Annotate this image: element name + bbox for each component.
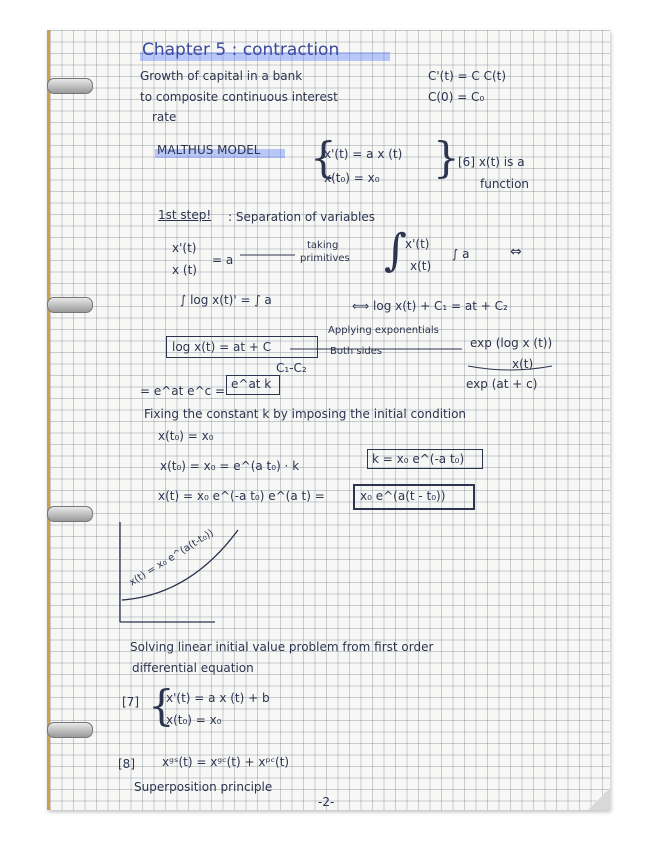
intro-line: rate — [152, 110, 177, 124]
applying-note: Applying exponentials — [328, 325, 439, 336]
solving-line: differential equation — [132, 661, 254, 675]
curve-label: x(t) = x₀ e^(a(t-t₀)) — [127, 527, 216, 589]
superposition-equation: xᵍˢ(t) = xᵍᶜ(t) + xᵖᶜ(t) — [162, 755, 290, 769]
exp-box-text: e^at k — [231, 377, 272, 391]
taking-note: taking — [307, 240, 339, 251]
exp-result: exp (at + c) — [466, 377, 538, 391]
log-box-text: log x(t) = at + C — [172, 340, 272, 354]
integral-rhs: ∫ a — [452, 247, 470, 261]
initial-condition: x(t₀) = x₀ — [158, 429, 214, 443]
page-number: -2- — [318, 795, 335, 809]
fraction-numerator: x'(t) — [172, 241, 197, 255]
constant-label: C₁-C₂ — [276, 361, 307, 375]
malthus-note: [6] x(t) is a — [458, 155, 525, 169]
chapter-title: Chapter 5 : contraction — [142, 40, 340, 60]
capital-initial: C(0) = C₀ — [428, 90, 485, 104]
underbrace — [468, 366, 552, 370]
growth-curve — [122, 527, 238, 600]
log-integral: ∫ log x(t)' = ∫ a — [180, 293, 272, 307]
taking-note: primitives — [300, 253, 350, 264]
eq7-brace: { — [148, 681, 175, 730]
equation-tag: [7] — [122, 695, 139, 709]
eq7-equation: x'(t) = a x (t) + b — [166, 691, 270, 705]
step-heading: 1st step! — [158, 208, 212, 222]
eq7-initial: x(t₀) = x₀ — [166, 713, 222, 727]
fixing-line: Fixing the constant k by imposing the initial condition — [144, 407, 467, 421]
exp-product: = e^at e^c = — [140, 384, 226, 398]
capital-equation: C'(t) = C C(t) — [428, 69, 507, 83]
solution-box-text: x₀ e^(a(t - t₀)) — [360, 489, 446, 503]
exp-result: exp (log x (t)) — [470, 336, 553, 350]
malthus-note: function — [480, 177, 530, 191]
fraction-denominator: x (t) — [172, 263, 197, 277]
intro-line: to composite continuous interest — [140, 90, 338, 104]
solution-equation: x(t) = x₀ e^(-a t₀) e^(a t) = — [158, 489, 325, 503]
malthus-initial: x(t₀) = x₀ — [324, 171, 380, 185]
equation-tag: [8] — [118, 757, 135, 771]
log-result: ⟺ log x(t) + C₁ = at + C₂ — [352, 299, 508, 313]
solving-line: Solving linear initial value problem from first order — [130, 640, 434, 654]
k-box-text: k = x₀ e^(-a t₀) — [372, 452, 465, 466]
integral-denominator: x(t) — [410, 259, 432, 273]
malthus-label: MALTHUS MODEL — [157, 143, 261, 157]
applying-note: Both sides — [330, 346, 383, 357]
malthus-brace: { — [310, 133, 337, 182]
iff-arrow-icon: ⇔ — [510, 244, 522, 260]
intro-line: Growth of capital in a bank — [140, 69, 303, 83]
integral-sign: ∫ — [384, 225, 407, 276]
integral-numerator: x'(t) — [405, 237, 430, 251]
superposition-label: Superposition principle — [134, 780, 273, 794]
exp-result: x(t) — [512, 357, 534, 371]
step-text: : Separation of variables — [228, 210, 375, 224]
malthus-equation: x'(t) = a x (t) — [324, 147, 403, 161]
fraction-rhs: = a — [212, 253, 234, 267]
fixing-equation: x(t₀) = x₀ = e^(a t₀) · k — [160, 459, 300, 473]
malthus-close-brace: } — [433, 133, 460, 182]
